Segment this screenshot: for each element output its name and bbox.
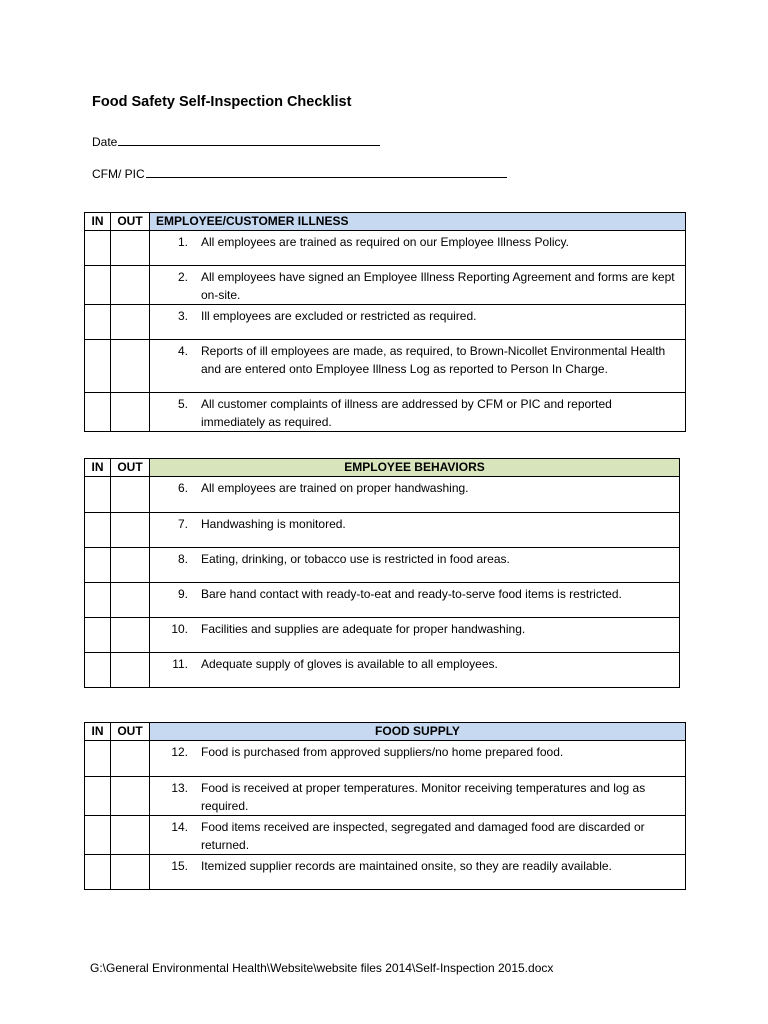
item-number: 3.: [177, 309, 188, 323]
in-cell[interactable]: [85, 393, 111, 432]
cfm-pic-line[interactable]: [146, 165, 507, 178]
table-row: [85, 231, 686, 266]
table-row: [85, 393, 686, 432]
out-cell[interactable]: [111, 741, 150, 777]
checklist-table-food-supply: [84, 722, 686, 890]
item-number: 13.: [171, 781, 188, 795]
item-text: Food items received are inspected, segregated and damaged food are discarded or returned.: [201, 820, 645, 852]
in-header: IN: [85, 459, 111, 477]
out-cell[interactable]: [111, 340, 150, 393]
out-cell[interactable]: [111, 305, 150, 340]
cfm-pic-label: CFM/ PIC: [92, 167, 145, 181]
section-title: EMPLOYEE BEHAVIORS: [150, 459, 680, 477]
in-cell[interactable]: [85, 340, 111, 393]
in-cell[interactable]: [85, 548, 111, 583]
item-text: Bare hand contact with ready-to-eat and ready-to-serve food items is restricted.: [201, 587, 622, 601]
checklist-item: [150, 266, 686, 305]
in-cell[interactable]: [85, 653, 111, 688]
checklist-item: [150, 548, 680, 583]
table-row: [85, 777, 686, 816]
out-cell[interactable]: [111, 393, 150, 432]
item-text: Food is received at proper temperatures. Monitor receiving temperatures and log as required.: [201, 781, 646, 813]
section-title: FOOD SUPPLY: [150, 723, 686, 741]
item-text: Ill employees are excluded or restricted as required.: [201, 309, 477, 323]
table-header-row: [85, 459, 680, 477]
item-number: 10.: [171, 622, 188, 636]
table-row: [85, 305, 686, 340]
item-text: All employees are trained as required on our Employee Illness Policy.: [201, 235, 569, 249]
checklist-item: [150, 653, 680, 688]
item-number: 14.: [171, 820, 188, 834]
out-cell[interactable]: [111, 548, 150, 583]
checklist-item: [150, 477, 680, 513]
table-row: [85, 741, 686, 777]
table-row: [85, 266, 686, 305]
item-text: All employees have signed an Employee Illness Reporting Agreement and forms are kept on-site.: [201, 270, 675, 302]
footer-file-path: G:\General Environmental Health\Website\website files 2014\Self-Inspection 2015.docx: [90, 961, 554, 975]
item-text: Facilities and supplies are adequate for proper handwashing.: [201, 622, 526, 636]
in-cell[interactable]: [85, 741, 111, 777]
out-cell[interactable]: [111, 816, 150, 855]
out-cell[interactable]: [111, 583, 150, 618]
item-number: 6.: [177, 481, 188, 495]
item-number: 5.: [177, 397, 188, 411]
item-text: Itemized supplier records are maintained onsite, so they are readily available.: [201, 859, 612, 873]
item-text: All customer complaints of illness are addressed by CFM or PIC and reported immediately as required.: [201, 397, 612, 429]
table-row: [85, 618, 680, 653]
table-row: [85, 513, 680, 548]
cfm-pic-field: [92, 165, 507, 181]
checklist-item: [150, 340, 686, 393]
out-cell[interactable]: [111, 477, 150, 513]
table-row: [85, 816, 686, 855]
checklist-item: [150, 513, 680, 548]
out-cell[interactable]: [111, 653, 150, 688]
table-row: [85, 583, 680, 618]
item-number: 4.: [177, 344, 188, 358]
table-row: [85, 477, 680, 513]
item-number: 7.: [177, 517, 188, 531]
out-cell[interactable]: [111, 618, 150, 653]
item-text: Reports of ill employees are made, as required, to Brown-Nicollet Environmental Health and are entered onto Employee Illness Log as reported to Person In Charge.: [201, 344, 666, 376]
in-cell[interactable]: [85, 305, 111, 340]
checklist-item: [150, 741, 686, 777]
date-label: Date: [92, 135, 118, 149]
item-number: 12.: [171, 745, 188, 759]
in-header: IN: [85, 213, 111, 231]
in-header: IN: [85, 723, 111, 741]
in-cell[interactable]: [85, 816, 111, 855]
table-row: [85, 855, 686, 890]
checklist-table-employee-customer-illness: [84, 212, 686, 432]
table-header-row: [85, 213, 686, 231]
checklist-item: [150, 816, 686, 855]
checklist-table-employee-behaviors: [84, 458, 680, 688]
item-number: 11.: [172, 657, 188, 671]
table-row: [85, 653, 680, 688]
date-line[interactable]: [118, 133, 380, 146]
in-cell[interactable]: [85, 855, 111, 890]
table-row: [85, 548, 680, 583]
out-cell[interactable]: [111, 855, 150, 890]
checklist-item: [150, 305, 686, 340]
document-title: Food Safety Self-Inspection Checklist: [92, 94, 352, 110]
checklist-item: [150, 777, 686, 816]
checklist-item: [150, 618, 680, 653]
item-text: All employees are trained on proper handwashing.: [201, 481, 469, 495]
in-cell[interactable]: [85, 231, 111, 266]
in-cell[interactable]: [85, 266, 111, 305]
item-text: Food is purchased from approved suppliers/no home prepared food.: [201, 745, 564, 759]
checklist-item: [150, 393, 686, 432]
out-cell[interactable]: [111, 266, 150, 305]
checklist-item: [150, 855, 686, 890]
table-row: [85, 340, 686, 393]
date-field: [92, 133, 380, 149]
in-cell[interactable]: [85, 477, 111, 513]
in-cell[interactable]: [85, 513, 111, 548]
item-number: 2.: [177, 270, 188, 284]
item-text: Adequate supply of gloves is available to all employees.: [201, 657, 498, 671]
item-text: Eating, drinking, or tobacco use is restricted in food areas.: [201, 552, 510, 566]
item-number: 8.: [177, 552, 188, 566]
out-cell[interactable]: [111, 513, 150, 548]
out-header: OUT: [111, 459, 150, 477]
checklist-item: [150, 231, 686, 266]
section-title: EMPLOYEE/CUSTOMER ILLNESS: [150, 213, 686, 231]
item-number: 15.: [171, 859, 188, 873]
in-cell[interactable]: [85, 777, 111, 816]
out-header: OUT: [111, 723, 150, 741]
item-number: 1.: [177, 235, 188, 249]
out-cell[interactable]: [111, 777, 150, 816]
in-cell[interactable]: [85, 618, 111, 653]
table-header-row: [85, 723, 686, 741]
item-number: 9.: [177, 587, 188, 601]
out-cell[interactable]: [111, 231, 150, 266]
in-cell[interactable]: [85, 583, 111, 618]
out-header: OUT: [111, 213, 150, 231]
item-text: Handwashing is monitored.: [201, 517, 346, 531]
checklist-item: [150, 583, 680, 618]
